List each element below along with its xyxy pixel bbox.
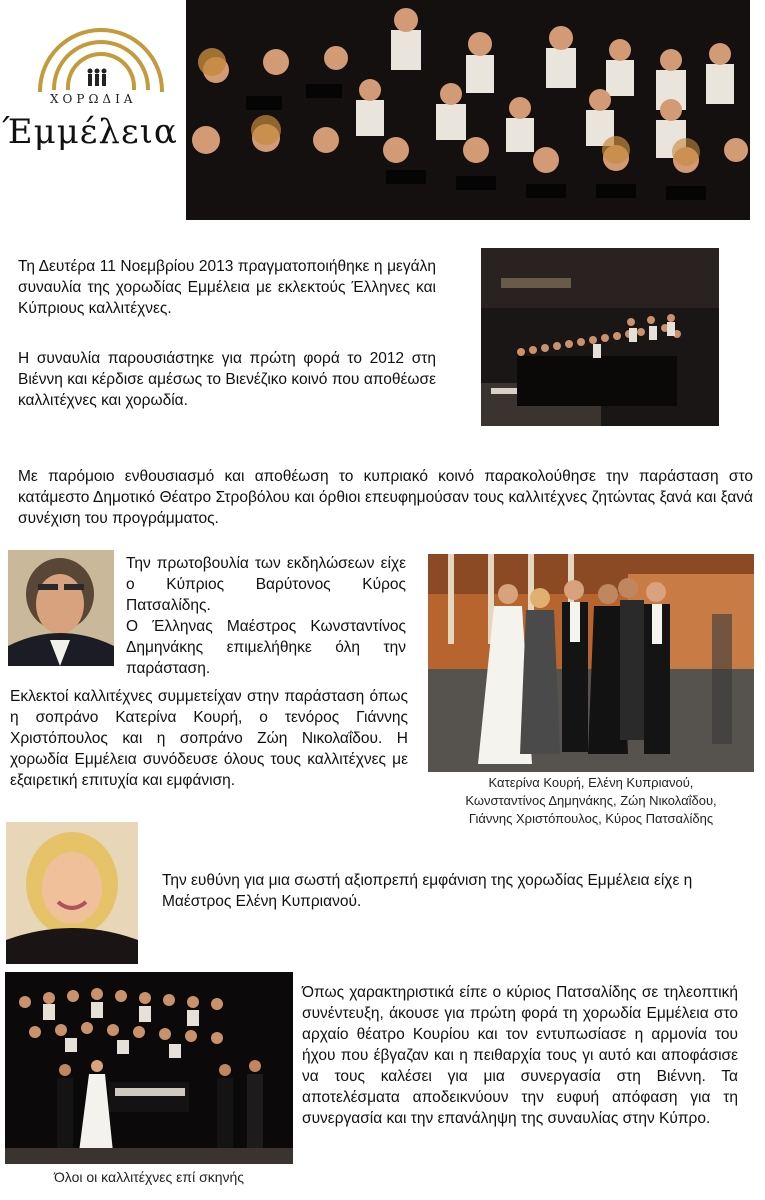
choir-banner-photo <box>186 0 750 220</box>
stage-caption: Όλοι οι καλλιτέχνες επί σκηνής <box>53 1169 245 1185</box>
baritone-portrait-photo <box>8 550 114 666</box>
initiative-paragraph-2: Ο Έλληνας Μαέστρος Κωνσταντίνος Δημηνάκης επιμελήθηκε όλη την παράσταση. <box>126 618 406 677</box>
choir-group-photo <box>481 248 719 426</box>
artists-caption-line-1: Κατερίνα Κουρή, Ελένη Κυπριανού, <box>488 775 694 790</box>
responsibility-paragraph: Την ευθύνη για μια σωστή αξιοπρεπή εμφάνιση της χορωδίας Εμμέλεια είχε η Μαέστρος Ελένη Κυπριανού. <box>162 872 693 910</box>
closing-paragraph: Όπως χαρακτηριστικά είπε ο κύριος Πατσαλίδης σε τηλεοπτική συνέντευξη, άκουσε για πρώτη φορά τη χορωδία Εμμέλεια στο αρχαίο θέατρο Κουρίου και τον εντυπωσίασε η αρμονία του ήχου που έβγαζαν και η πειθαρχία τους γι αυτό και αποφάσισε να τους καλέσει για μια συνεργασία στη Βιέννη. Τα αποτελέσματα αποδεικνύουν την ευφυή απόφαση για τη συνεργασία και την επανάληψη της συναυλίας στην Κύπρο. <box>302 984 738 1127</box>
artists-caption-line-3: Γιάννης Χριστόπουλος, Κύρος Πατσαλίδης <box>468 811 714 826</box>
artists-caption <box>428 774 754 828</box>
artists-caption-line-2: Κωνσταντίνος Δημηνάκης, Ζώη Νικολαΐδου, <box>465 793 717 808</box>
maestra-portrait-photo <box>6 822 138 964</box>
logo-figures-icon <box>86 68 108 86</box>
logo-word-emmeleia: Έμμέλεια <box>2 112 178 152</box>
full-stage-photo <box>5 972 293 1164</box>
intro-paragraph-1: Τη Δευτέρα 11 Νοεμβρίου 2013 πραγματοποιήθηκε η μεγάλη συναυλία της χορωδίας Εμμέλεια με εκλεκτούς Έλληνες και Κύπριους καλλιτέχνες. <box>18 258 436 317</box>
logo-word-choir: ΧΟΡΩΔΙΑ <box>50 92 137 106</box>
artists-stage-photo <box>428 554 754 772</box>
audience-paragraph: Με παρόμοιο ενθουσιασμό και αποθέωση το κυπριακό κοινό παρακολούθησε την παράσταση στο κατάμεστο Δημοτικό Θέατρο Στροβόλου και όρθιοι επευφημούσαν τους καλλιτέχνες ζητώντας ξανά και ξανά συνέχιση του προγράμματος. <box>18 468 753 527</box>
initiative-paragraph-3: Εκλεκτοί καλλιτέχνες συμμετείχαν στην παράσταση όπως η σοπράνο Κατερίνα Κουρή, ο τενόρος Γιάννης Χριστόπουλος και η σοπράνο Ζώη Νικολαΐδου. Η χορωδία Εμμέλεια συνόδευσε όλους τους καλλιτέχνες με εξαιρετική επιτυχία και εμφάνιση. <box>10 688 408 789</box>
intro-paragraph-2: Η συναυλία παρουσιάστηκε για πρώτη φορά το 2012 στη Βιέννη και κέρδισε αμέσως το Βιενέζικο κοινό που αποθέωσε καλλιτέχνες και χορωδία. <box>18 350 436 409</box>
initiative-paragraph-1: Την πρωτοβουλία των εκδηλώσεων είχε ο Κύπριος Βαρύτονος Κύρος Πατσαλίδης. <box>126 555 406 614</box>
choir-logo <box>0 20 185 160</box>
